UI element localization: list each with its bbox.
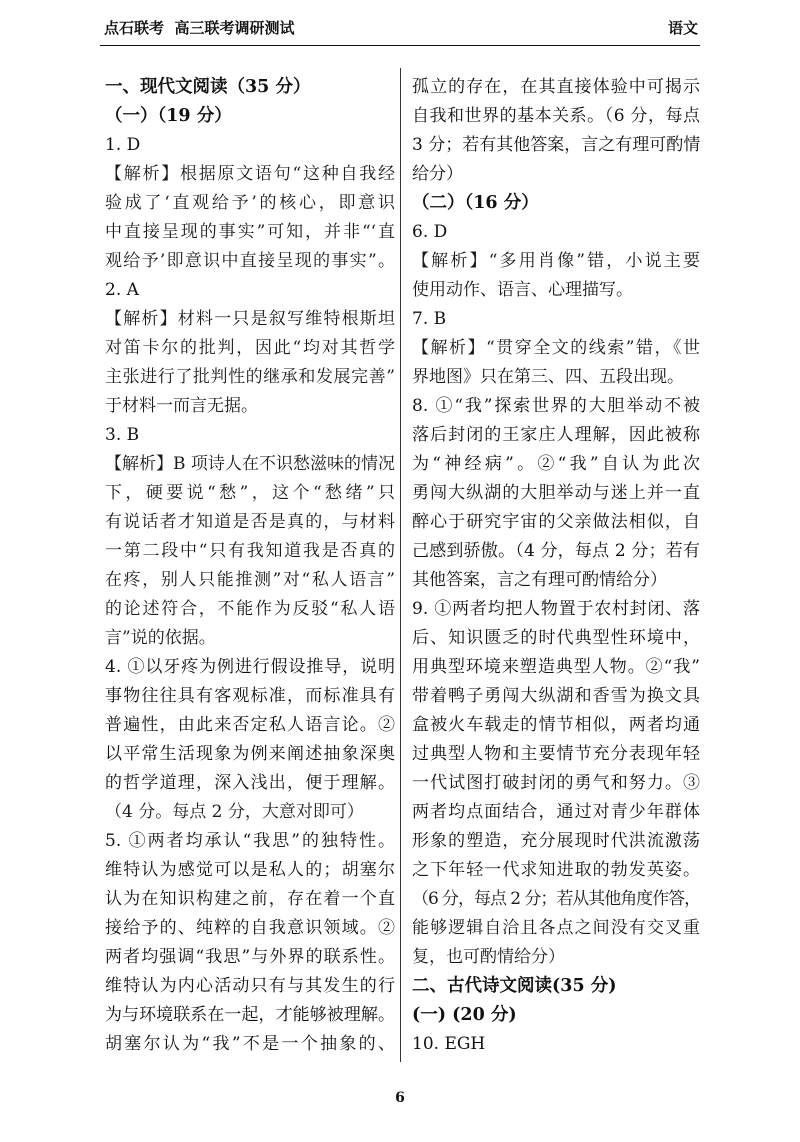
explanation-line: 的论述符合，不能作为反驳“私人语 xyxy=(105,599,395,619)
explanation-line: 下，硬要说“愁”，这个“愁绪”只 xyxy=(105,483,395,503)
answer-line: 为“神经病”。②“我”自认为此次 xyxy=(412,454,700,474)
answer-line: 盒被火车载走的情节相似，两者均通 xyxy=(412,715,700,735)
answer-line: 带着鸭子勇闯大纵湖和香雪为换文具 xyxy=(412,686,700,706)
section-heading: 一、现代文阅读（35 分） xyxy=(105,77,311,97)
explanation-line: 于材料一而言无据。 xyxy=(105,396,258,416)
right-column xyxy=(412,73,700,1059)
explanation-line: 一第二段中“只有我知道我是否真的 xyxy=(105,541,395,561)
answer-key: 2. A xyxy=(105,280,139,300)
page-number: 6 xyxy=(395,1090,405,1106)
explanation-line: 验成了‘直观给予’的核心，即意识 xyxy=(105,193,395,213)
answer-line: 勇闯大纵湖的大胆举动与迷上并一直 xyxy=(412,483,700,503)
answer-line: 之下年轻一代求知进取的勃发英姿。 xyxy=(412,860,700,880)
answer-line: 其他答案，言之有理可酌情给分） xyxy=(412,570,667,590)
scoring-note: 复，也可酌情给分） xyxy=(412,947,565,967)
subsection-heading: （二）（16 分） xyxy=(412,193,539,213)
explanation-line: 使用动作、语言、心理描写。 xyxy=(412,280,633,300)
answer-line: 胡塞尔认为“我”不是一个抽象的、 xyxy=(105,1034,395,1054)
explanation-line: 中直接呈现的事实”可知，并非“‘直 xyxy=(105,222,395,242)
answer-line: 给分） xyxy=(412,164,463,184)
explanation-line: 主张进行了批判性的继承和发展完善” xyxy=(105,367,395,387)
explanation-line: 在疼，别人只能推测”对“私人语言” xyxy=(105,570,395,590)
explanation-line: 【解析】“多用肖像”错，小说主要 xyxy=(412,251,700,271)
answer-line: 事物往往具有客观标准，而标准具有 xyxy=(105,686,395,706)
answer-line: 后、知识匮乏的时代典型性环境中， xyxy=(412,628,700,648)
subject-label: 语文 xyxy=(667,19,698,37)
scoring-note: （4 分。每点 2 分，大意对即可） xyxy=(105,802,364,822)
explanation-line: 对笛卡尔的批判，因此“均对其哲学 xyxy=(105,338,395,358)
explanation-line: 观给予’即意识中直接呈现的事实”。 xyxy=(105,251,395,271)
answer-key: 7. B xyxy=(412,309,447,329)
answer-line: 两者均点面结合，通过对青少年群体 xyxy=(412,802,700,822)
explanation-line: 【解析】材料一只是叙写维特根斯坦 xyxy=(105,309,395,329)
left-column xyxy=(105,73,395,1059)
answer-key: 6. D xyxy=(412,222,448,242)
explanation-line: 有说话者才知道是否是真的，与材料 xyxy=(105,512,395,532)
answer-line: 3 分；若有其他答案，言之有理可酌情 xyxy=(412,135,700,155)
answer-line: 形象的塑造，充分展现时代洪流激荡 xyxy=(412,831,700,851)
answer-key: 10. EGH xyxy=(412,1034,486,1054)
scoring-note: 能够逻辑自洽且各点之间没有交叉重 xyxy=(412,918,700,938)
answer-key: 1. D xyxy=(105,135,141,155)
answer-line: 为与环境联系在一起，才能够被理解。 xyxy=(105,1005,395,1025)
answer-line: 接给予的、纯粹的自我意识领域。② xyxy=(105,918,395,938)
answer-line: 过典型人物和主要情节充分表现年轻 xyxy=(412,744,700,764)
answer-line: 醉心于研究宇宙的父亲做法相似，自 xyxy=(412,512,700,532)
answer-line: 以平常生活现象为例来阐述抽象深奥 xyxy=(105,744,395,764)
answer-line: 维特认为感觉可以是私人的；胡塞尔 xyxy=(105,860,395,880)
answer-line: 一代试图打破封闭的勇气和努力。③ xyxy=(412,773,700,793)
explanation-line: 言”说的依据。 xyxy=(105,628,216,648)
section-heading: 二、古代诗文阅读(35 分) xyxy=(412,976,617,996)
exam-title: 点石联考 高三联考调研测试 xyxy=(104,19,295,37)
answer-line: 普遍性，由此来否定私人语言论。② xyxy=(105,715,395,735)
answer-line: 9. ①两者均把人物置于农村封闭、落 xyxy=(412,599,700,619)
answer-line: 8. ①“我”探索世界的大胆举动不被 xyxy=(412,396,700,416)
answer-key: 3. B xyxy=(105,425,140,445)
scoring-note: （6 分，每点 2 分；若从其他角度作答， xyxy=(412,889,700,909)
answer-line: 落后封闭的王家庄人理解，因此被称 xyxy=(412,425,700,445)
explanation-line: 【解析】“贯穿全文的线索”错，《世 xyxy=(412,338,700,358)
answer-line: 用典型环境来塑造典型人物。②“我” xyxy=(412,657,700,677)
answer-line: 维特认为内心活动只有与其发生的行 xyxy=(105,976,395,996)
header-divider xyxy=(100,45,700,46)
answer-line: 4. ①以牙疼为例进行假设推导，说明 xyxy=(105,657,395,677)
subsection-heading: (一) (20 分) xyxy=(412,1005,517,1025)
answer-line: 5. ①两者均承认“我思”的独特性。 xyxy=(105,831,395,851)
answer-line: 孤立的存在，在其直接体验中可揭示 xyxy=(412,77,700,97)
explanation-line: 【解析】B 项诗人在不识愁滋味的情况 xyxy=(105,454,395,474)
answer-line: 的哲学道理，深入浅出，便于理解。 xyxy=(105,773,395,793)
column-divider xyxy=(400,68,401,1062)
answer-line: 己感到骄傲。（4 分，每点 2 分；若有 xyxy=(412,541,700,561)
answer-line: 自我和世界的基本关系。（6 分，每点 xyxy=(412,106,700,126)
answer-line: 认为在知识构建之前，存在着一个直 xyxy=(105,889,395,909)
explanation-line: 【解析】根据原文语句“这种自我经 xyxy=(105,164,395,184)
subsection-heading: （一）（19 分） xyxy=(105,106,232,126)
answer-line: 两者均强调“我思”与外界的联系性。 xyxy=(105,947,395,967)
explanation-line: 界地图》只在第三、四、五段出现。 xyxy=(412,367,684,387)
